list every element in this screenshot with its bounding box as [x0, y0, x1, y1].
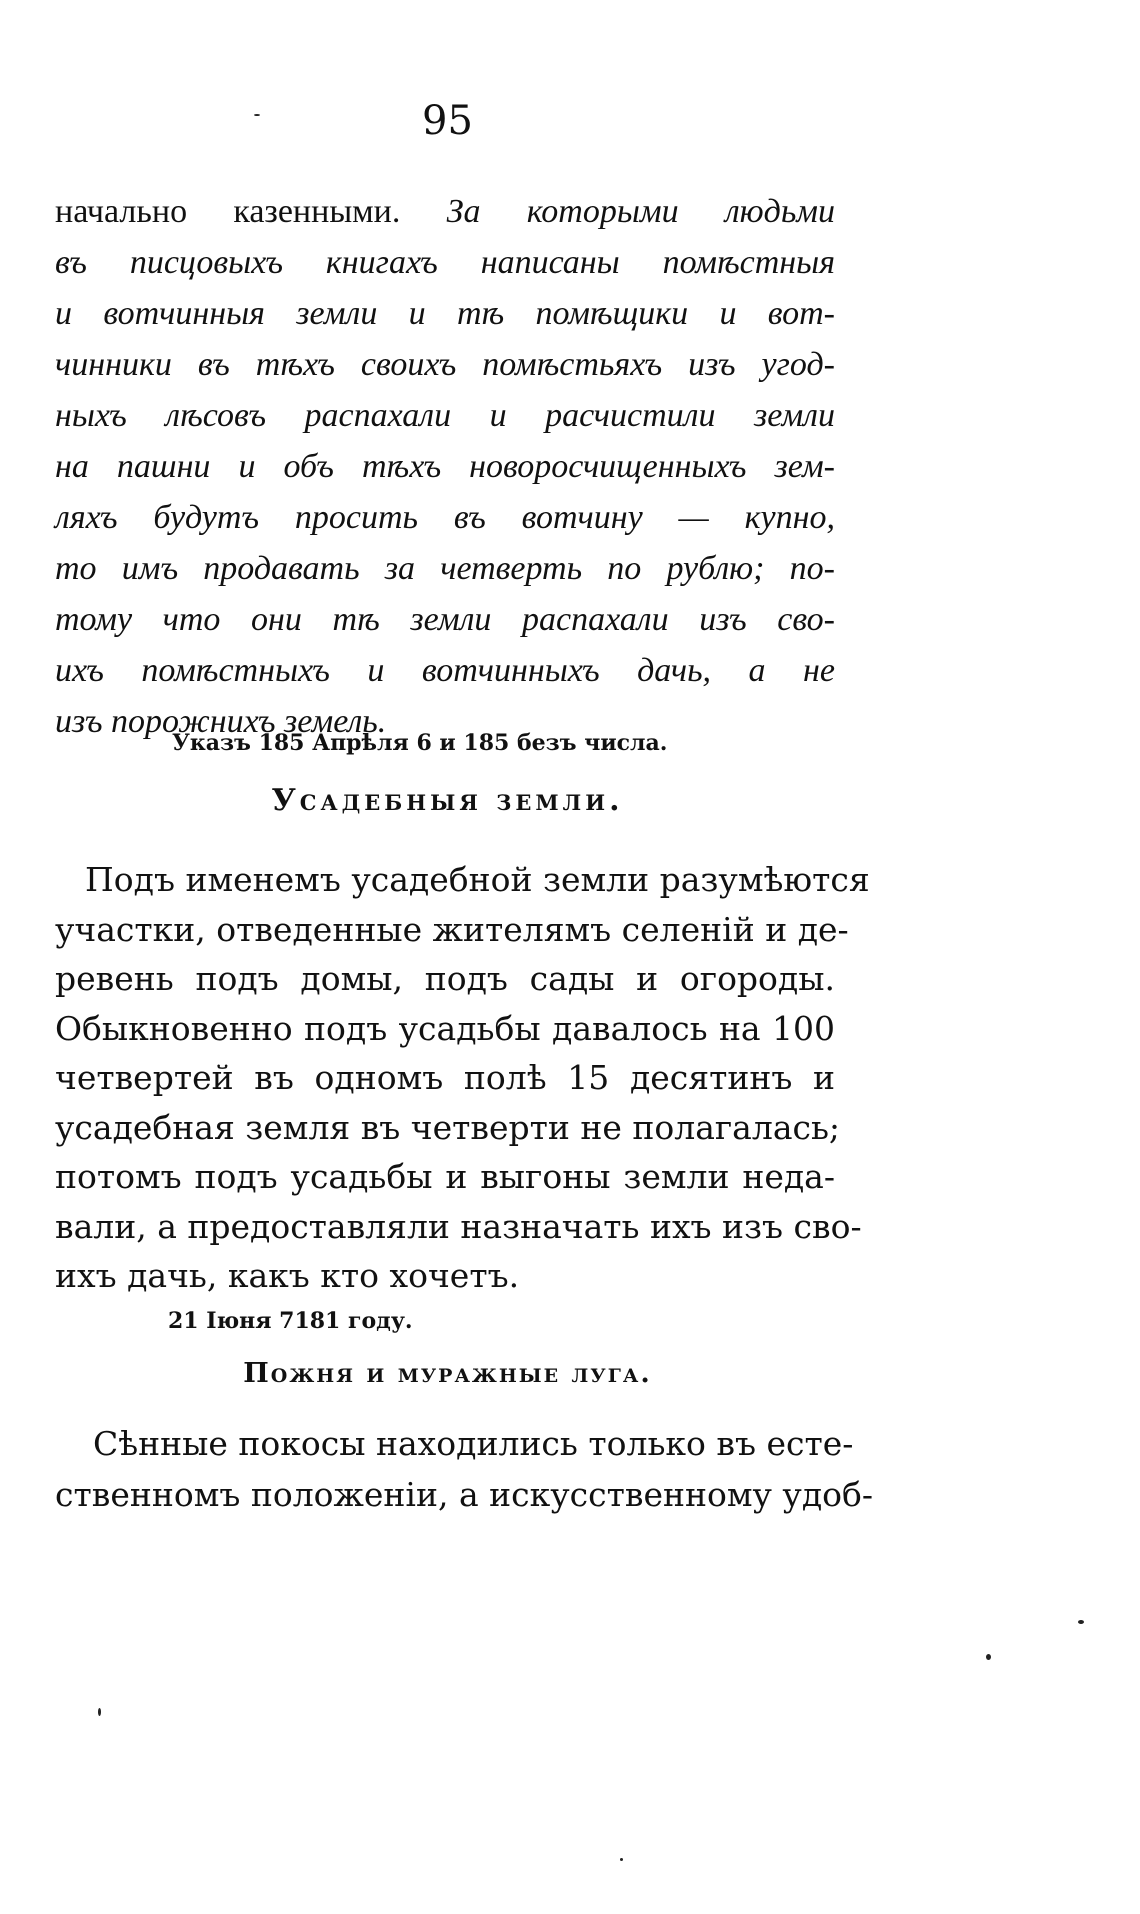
page-number: 95	[422, 98, 473, 144]
text-line: Обыкновенно подъ усадьбы давалось на 100	[55, 1008, 835, 1048]
text-line: участки, отведенные жителямъ селеній и де-	[55, 909, 849, 949]
scan-speck	[254, 114, 260, 116]
text-line: усадебная земля въ четверти не полагалась;	[55, 1107, 841, 1147]
text-run-italic: За которыми людьми	[446, 193, 835, 230]
text-line: чинники въ тѣхъ своихъ помѣстьяхъ изъ угод-	[55, 346, 835, 383]
paragraph-1	[55, 186, 835, 747]
citation-date: 21 Іюня 7181 году.	[168, 1308, 413, 1334]
text-line: вали, а предоставляли назначать ихъ изъ сво-	[55, 1206, 862, 1246]
scan-speck	[1078, 1620, 1084, 1624]
text-line: то имъ продавать за четверть по рублю; по-	[55, 550, 835, 587]
text-line: ляхъ будутъ просить въ вотчину — купно,	[55, 499, 835, 536]
citation-decree: Указъ 185 Апрѣля 6 и 185 безъ числа.	[172, 730, 668, 756]
section-heading-estate-lands: Усадебныя земли.	[271, 783, 624, 818]
text-line: Подъ именемъ усадебной земли разумѣются	[85, 860, 870, 899]
paragraph-meadows	[55, 1418, 874, 1520]
text-line: на пашни и объ тѣхъ новоросчищенныхъ зем-	[55, 448, 835, 485]
text-line: ревень подъ домы, подъ сады и огороды.	[55, 959, 835, 998]
text-line: изъ порожнихъ земель.	[55, 703, 387, 740]
text-line: четвертей въ одномъ полѣ 15 десятинъ и	[55, 1058, 835, 1097]
text-line: и вотчинныя земли и тѣ помѣщики и вот-	[55, 295, 835, 332]
text-line: потомъ подъ усадьбы и выгоны земли неда-	[55, 1157, 835, 1196]
text-line: ственномъ положеніи, а искусственному удоб-	[55, 1475, 874, 1514]
text-run-plain: начально казенными.	[55, 193, 447, 230]
scan-speck	[620, 1858, 623, 1861]
scan-speck	[98, 1708, 101, 1716]
text-line: Сѣнные покосы находились только въ есте-	[93, 1424, 854, 1463]
text-line: ихъ помѣстныхъ и вотчинныхъ дачь, а не	[55, 652, 835, 689]
text-line: ихъ дачь, какъ кто хочетъ.	[55, 1256, 520, 1295]
text-line: въ писцовыхъ книгахъ написаны помѣстныя	[55, 244, 835, 281]
text-line: ныхъ лѣсовъ распахали и расчистили земли	[55, 397, 835, 434]
text-line: тому что они тѣ земли распахали изъ сво-	[55, 601, 835, 638]
scan-speck	[986, 1654, 991, 1660]
paragraph-estate-lands	[55, 855, 870, 1301]
section-heading-meadows: Пожня и муражные луга.	[243, 1358, 652, 1389]
text-line	[55, 186, 835, 237]
